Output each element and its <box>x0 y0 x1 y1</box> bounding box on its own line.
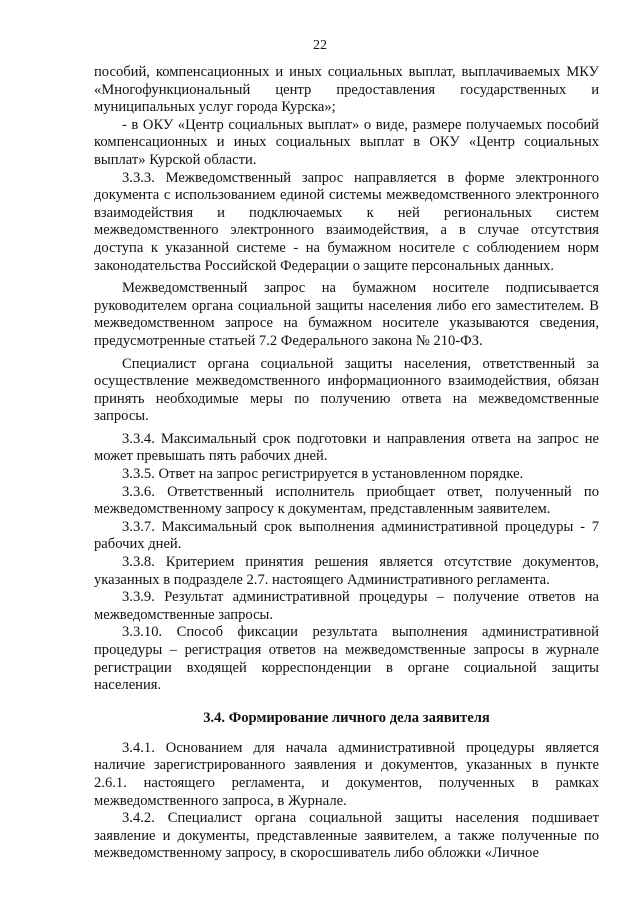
page-number: 22 <box>313 38 327 53</box>
paragraph-oku-info: - в ОКУ «Центр социальных выплат» о виде, размере получаемых пособий компенсационных и иных социальных выплат в ОКУ «Центр социальных выплат» Курской области. <box>94 116 599 168</box>
paragraph-3-3-4: 3.3.4. Максимальный срок подготовки и направления ответа на запрос не может превышать пять рабочих дней. <box>94 430 599 465</box>
paragraph-3-3-6: 3.3.6. Ответственный исполнитель приобщает ответ, полученный по межведомственному запросу к документам, представленным заявителем. <box>94 483 599 518</box>
paragraph-3-3-8: 3.3.8. Критерием принятия решения является отсутствие документов, указанных в подразделе 2.7. настоящего Административного регламента. <box>94 554 599 588</box>
section-heading: 3.4. Формирование личного дела заявителя <box>203 709 490 726</box>
paragraph-3-3-5: 3.3.5. Ответ на запрос регистрируется в установленном порядке. <box>122 466 524 483</box>
paragraph-3-4-1: 3.4.1. Основанием для начала административной процедуры является наличие зарегистрированного заявления и документов, указанных в пункте 2.6.1. настоящего регламента, и документов, полученных в рамках межведомственного запроса, в Журнале. <box>94 739 599 809</box>
paragraph-3-3-3: 3.3.3. Межведомственный запрос направляется в форме электронного документа с использованием единой системы межведомственного электронного взаимодействия и подключаемых к ней региональных систем межведомственного электронного взаимодействия, а в случае отсутствия доступа к указанной системе - на бумажном носителе с соблюдением норм законодательства Российской Федерации о защите персональных данных. <box>94 169 599 274</box>
paragraph-continuation: пособий, компенсационных и иных социальных выплат, выплачиваемых МКУ «Многофункциональный центр предоставления государственных и муниципальных услуг города Курска»; <box>94 64 599 116</box>
paragraph-specialist-duty: Специалист органа социальной защиты населения, ответственный за осуществление межведомственного информационного взаимодействия, обязан принять необходимые меры по получению ответа на межведомственные запросы. <box>94 355 599 425</box>
paragraph-paper-request: Межведомственный запрос на бумажном носителе подписывается руководителем органа социальной защиты населения либо его заместителем. В межведомственном запросе на бумажном носителе указываются сведения, предусмотренные статьей 7.2 Федерального закона № 210-ФЗ. <box>94 280 599 349</box>
paragraph-3-3-10: 3.3.10. Способ фиксации результата выполнения административной процедуры – регистрация ответов на межведомственные запросы в журнале регистрации входящей корреспонденции в органе социальной защиты населения. <box>94 624 599 694</box>
paragraph-3-3-9: 3.3.9. Результат административной процедуры – получение ответов на межведомственные запросы. <box>94 589 599 623</box>
document-body <box>94 64 599 863</box>
paragraph-3-4-2: 3.4.2. Специалист органа социальной защиты населения подшивает заявление и документы, представленные заявителем, а также полученные по межведомственному запросу, в скоросшиватель либо обложки «Личное <box>94 810 599 862</box>
paragraph-3-3-7: 3.3.7. Максимальный срок выполнения административной процедуры - 7 рабочих дней. <box>94 518 599 553</box>
